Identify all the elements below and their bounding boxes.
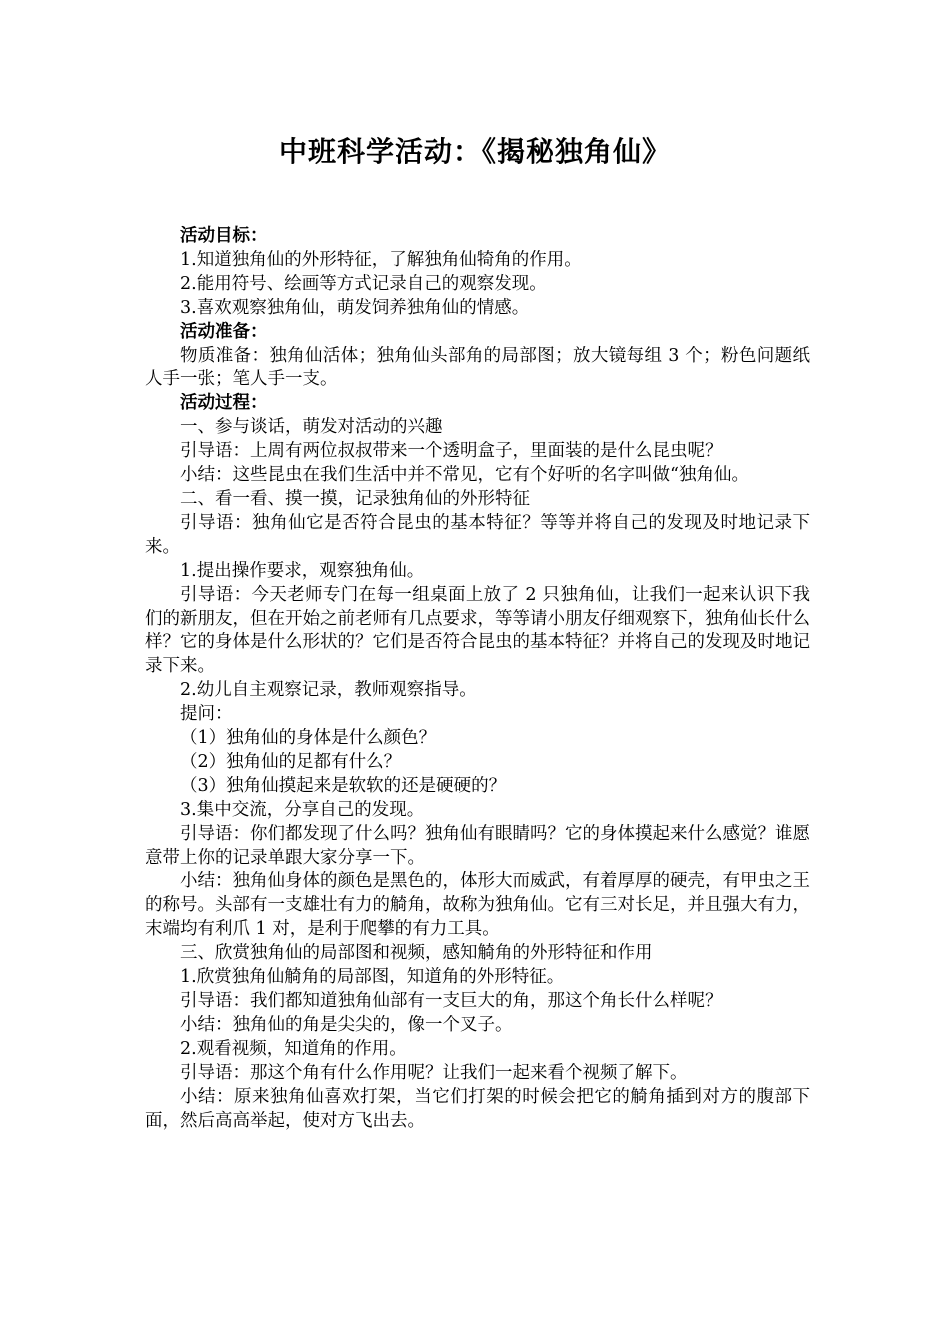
paragraph: 二、看一看、摸一摸，记录独角仙的外形特征 bbox=[180, 488, 530, 509]
paragraph: 小结：这些昆虫在我们生活中并不常见，它有个好听的名字叫做“独角仙。 bbox=[180, 465, 749, 486]
paragraph: 2.幼儿自主观察记录，教师观察指导。 bbox=[180, 680, 477, 701]
section-heading: 活动目标： bbox=[180, 226, 268, 246]
section-heading: 活动准备： bbox=[180, 321, 268, 342]
paragraph: 2.能用符号、绘画等方式记录自己的观察发现。 bbox=[180, 273, 547, 294]
section-heading: 活动过程： bbox=[180, 393, 268, 414]
document-body bbox=[145, 225, 810, 1133]
paragraph: （2）独角仙的足都有什么？ bbox=[180, 751, 402, 772]
paragraph: 小结：独角仙的角是尖尖的，像一个叉子。 bbox=[180, 1014, 513, 1035]
paragraph: 提问： bbox=[180, 704, 233, 725]
paragraph: 引导语：你们都发现了什么吗？独角仙有眼睛吗？它的身体摸起来什么感觉？谁愿意带上你的记录单跟大家分享一下。 bbox=[145, 823, 810, 868]
paragraph: 引导语：那这个角有什么作用呢？让我们一起来看个视频了解下。 bbox=[180, 1062, 688, 1083]
paragraph: 2.观看视频，知道角的作用。 bbox=[180, 1038, 407, 1059]
paragraph: 1.提出操作要求，观察独角仙。 bbox=[180, 560, 425, 581]
paragraph: 3.集中交流，分享自己的发现。 bbox=[180, 799, 425, 820]
paragraph: 3.喜欢观察独角仙，萌发饲养独角仙的情感。 bbox=[180, 297, 530, 318]
document-title: 中班科学活动：《揭秘独角仙》 bbox=[278, 135, 671, 168]
paragraph: 小结：原来独角仙喜欢打架，当它们打架的时候会把它的觭角插到对方的腹部下面，然后高高举起，使对方飞出去。 bbox=[145, 1086, 810, 1131]
paragraph: 物质准备：独角仙活体；独角仙头部角的局部图；放大镜每组 3 个；粉色问题纸人手一张；笔人手一支。 bbox=[145, 345, 810, 390]
paragraph: 引导语：上周有两位叔叔带来一个透明盒子，里面装的是什么昆虫呢？ bbox=[180, 441, 723, 462]
paragraph: 1.知道独角仙的外形特征，了解独角仙犄角的作用。 bbox=[180, 249, 582, 270]
paragraph: 小结：独角仙身体的颜色是黑色的，体形大而威武，有着厚厚的硬壳，有甲虫之王的称号。头部有一支雄壮有力的觭角，故称为独角仙。它有三对长足，并且强大有力，末端均有利爪 1 对，是利于爬攀的有力工具。 bbox=[145, 871, 810, 940]
paragraph: （3）独角仙摸起来是软软的还是硬硬的？ bbox=[180, 775, 507, 796]
paragraph: 一、参与谈话，萌发对活动的兴趣 bbox=[180, 417, 443, 438]
paragraph: （1）独角仙的身体是什么颜色？ bbox=[180, 728, 437, 749]
paragraph: 三、欣赏独角仙的局部图和视频，感知觭角的外形特征和作用 bbox=[180, 943, 653, 964]
paragraph: 1.欣赏独角仙觭角的局部图，知道角的外形特征。 bbox=[180, 967, 565, 988]
paragraph: 引导语：我们都知道独角仙部有一支巨大的角，那这个角长什么样呢？ bbox=[180, 991, 723, 1011]
paragraph: 引导语：今天老师专门在每一组桌面上放了 2 只独角仙，让我们一起来认识下我们的新朋友，但在开始之前老师有几点要求，等等请小朋友仔细观察下，独角仙长什么样？它的身体是什么形状的？它们是否符合昆虫的基本特征？并将自己的发现及时地记录下来。 bbox=[145, 584, 810, 677]
paragraph: 引导语：独角仙它是否符合昆虫的基本特征？等等并将自己的发现及时地记录下来。 bbox=[145, 512, 810, 557]
